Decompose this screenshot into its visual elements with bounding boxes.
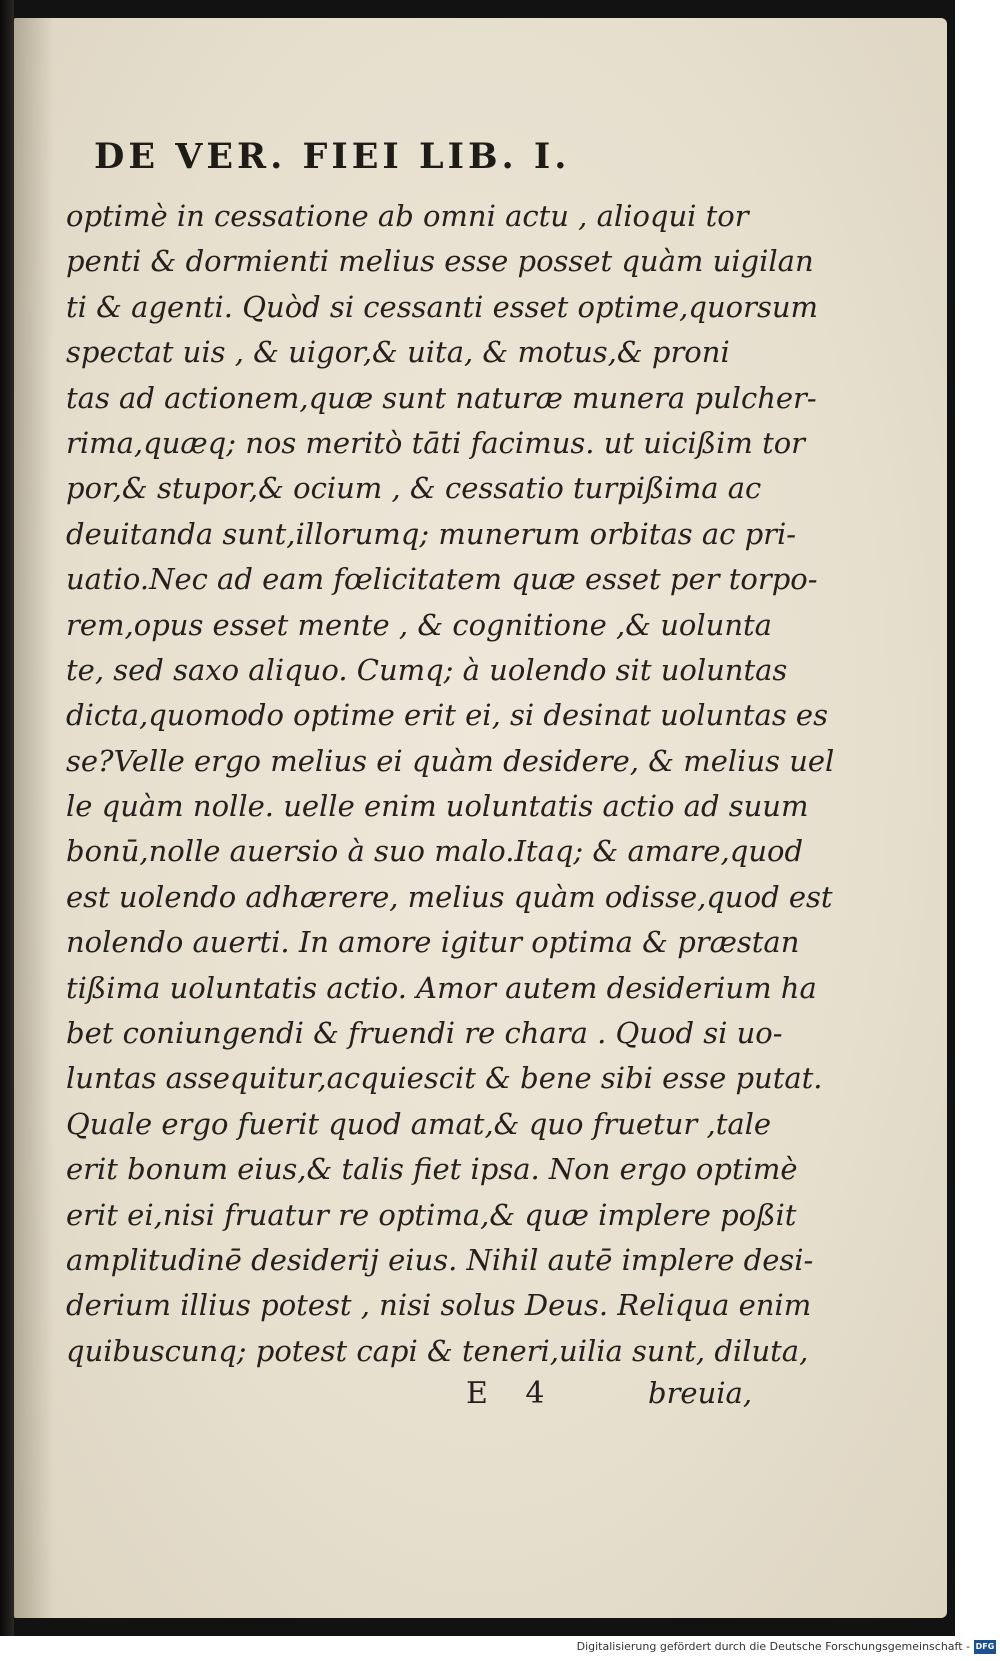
text-line: spectat uis , & uigor,& uita, & motus,& proni bbox=[66, 335, 730, 370]
text-line: optimè in cessatione ab omni actu , alioqui tor bbox=[66, 199, 749, 233]
text-line: derium illius potest , nisi solus Deus. Reliqua enim bbox=[66, 1288, 812, 1323]
running-head: DE VER. FIEI LIB. I. bbox=[94, 136, 571, 177]
text-line: est uolendo adhærere, melius quàm odisse,quod est bbox=[66, 879, 833, 914]
page-footer bbox=[14, 1376, 947, 1416]
text-line: tas ad actionem,quæ sunt naturæ munera pulcher- bbox=[66, 380, 817, 415]
credit-text: Digitalisierung gefördert durch die Deutsche Forschungsgemeinschaft - bbox=[576, 1640, 970, 1653]
catchword: breuia, bbox=[648, 1376, 753, 1410]
spine-shadow bbox=[0, 0, 14, 1636]
credit-bar bbox=[0, 1636, 1000, 1661]
text-line: uatio.Nec ad eam fœlicitatem quæ esset per torpo- bbox=[66, 562, 818, 597]
text-line: ti & agenti. Quòd si cessanti esset optime,quorsum bbox=[66, 289, 819, 324]
text-line: te, sed saxo aliquo. Cumq; à uolendo sit uoluntas bbox=[66, 652, 788, 687]
body-text bbox=[66, 194, 835, 1374]
text-line: luntas assequitur,acquiescit & bene sibi esse putat. bbox=[66, 1061, 823, 1096]
text-line: dicta,quomodo optime erit ei, si desinat uoluntas es bbox=[66, 698, 828, 733]
text-line: erit ei,nisi fruatur re optima,& quæ implere poßit bbox=[66, 1197, 797, 1232]
text-line: bet coniungendi & fruendi re chara . Quod si uo- bbox=[66, 1016, 783, 1051]
text-line: deuitanda sunt,illorumq; munerum orbitas ac pri- bbox=[66, 516, 797, 551]
text-line: penti & dormienti melius esse posset quàm uigilan bbox=[66, 244, 814, 279]
text-line: le quàm nolle. uelle enim uoluntatis actio ad suum bbox=[66, 789, 809, 824]
text-line: nolendo auerti. In amore igitur optima & præstan bbox=[66, 925, 800, 960]
text-line: Quale ergo fuerit quod amat,& quo fruetur ,tale bbox=[66, 1106, 772, 1141]
text-line: rem,opus esset mente , & cognitione ,& uolunta bbox=[66, 607, 772, 642]
text-line: se?Velle ergo melius ei quàm desidere, & melius uel bbox=[66, 743, 835, 778]
dfg-logo: DFG bbox=[974, 1640, 996, 1654]
signature-mark: E 4 bbox=[466, 1376, 559, 1411]
text-line: amplitudinē desiderij eius. Nihil autē implere desi- bbox=[66, 1242, 814, 1277]
text-line: erit bonum eius,& talis fiet ipsa. Non ergo optimè bbox=[66, 1152, 798, 1187]
text-line: bonū,nolle auersio à suo malo.Itaq; & amare,quod bbox=[66, 834, 804, 869]
text-line: rima,quæq; nos meritò tāti facimus. ut uicißim tor bbox=[66, 425, 806, 460]
text-line: quibuscunq; potest capi & teneri,uilia sunt, diluta, bbox=[66, 1333, 809, 1368]
book-page bbox=[14, 18, 947, 1618]
text-line: por,& stupor,& ocium , & cessatio turpißima ac bbox=[66, 471, 762, 506]
text-line: tißima uoluntatis actio. Amor autem desiderium ha bbox=[66, 970, 817, 1005]
